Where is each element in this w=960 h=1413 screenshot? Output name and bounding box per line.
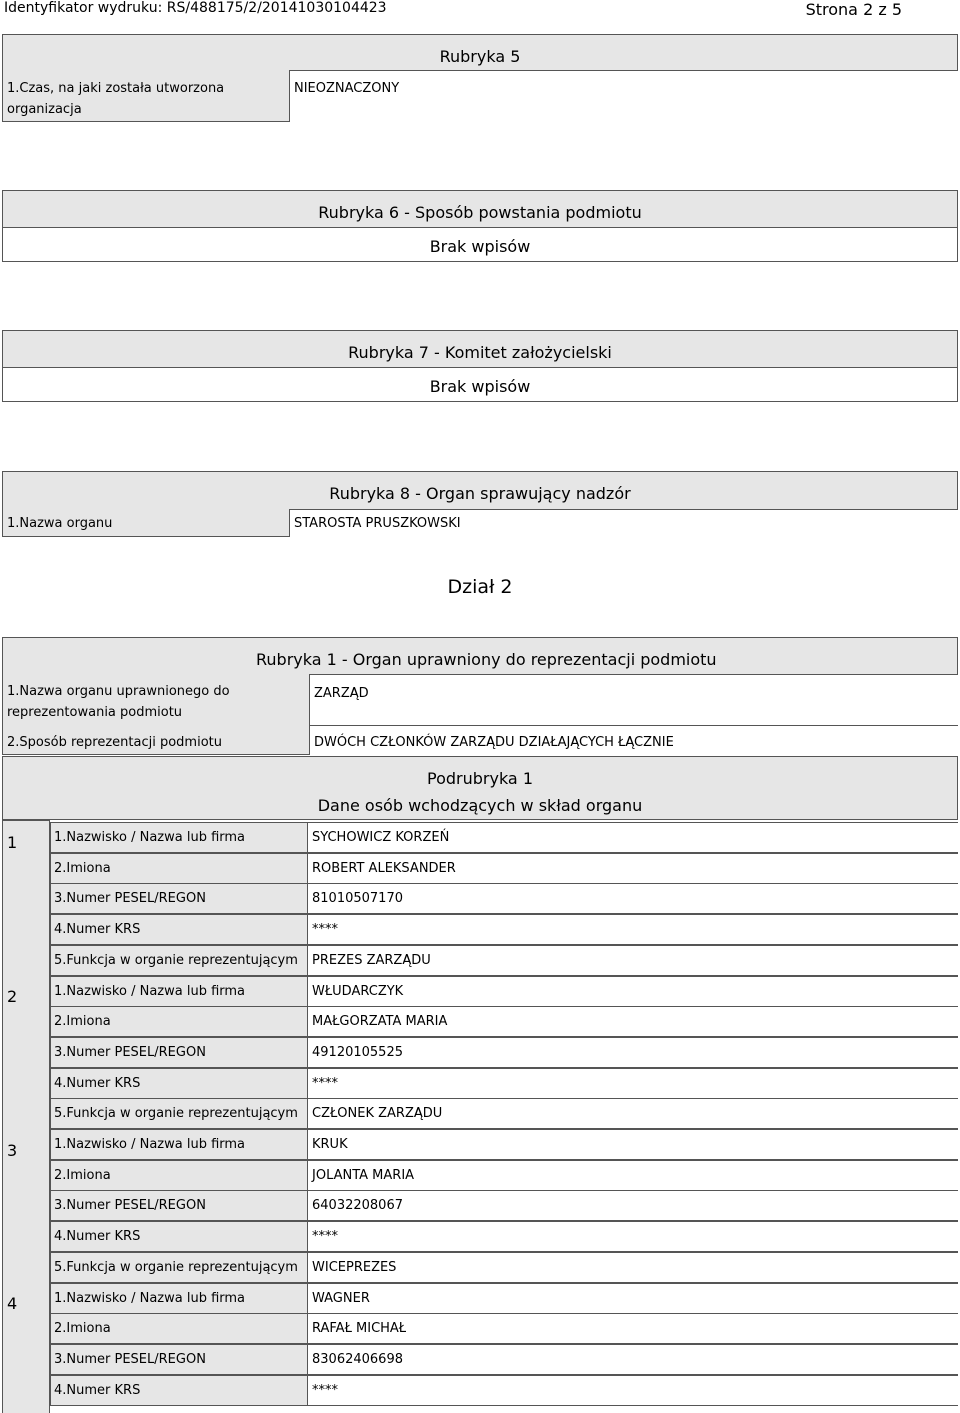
d2r1-section (2, 637, 958, 755)
field-krs-row (50, 1068, 958, 1099)
rubryka6-empty-text: Brak wpisów (429, 237, 531, 256)
field-function-label: 5.Funkcja w organie reprezentującym (54, 1106, 298, 1121)
page-number: Strona 2 z 5 (805, 0, 902, 19)
field-first-names-value: MAŁGORZATA MARIA (312, 1014, 448, 1029)
podrubryka-header (2, 756, 958, 820)
field-name-label: 1.Nazwisko / Nazwa lub firma (54, 1291, 246, 1306)
rubryka7-title: Rubryka 7 - Komitet założycielski (348, 343, 612, 362)
field-first-names-label: 2.Imiona (54, 1321, 111, 1336)
field-first-names-value-cell (307, 1007, 959, 1036)
field-name-row (50, 822, 958, 853)
person-number: 2 (7, 987, 18, 1006)
field-name-row (50, 976, 958, 1007)
field-first-names-value: ROBERT ALEKSANDER (312, 861, 456, 876)
field-name-value-cell (307, 1130, 959, 1159)
field-krs-value-cell (307, 1069, 959, 1098)
rubryka6-title: Rubryka 6 - Sposób powstania podmiotu (318, 203, 642, 222)
field-name-value: WŁUDARCZYK (312, 984, 404, 999)
rubryka8-value: STAROSTA PRUSZKOWSKI (294, 516, 461, 531)
d2r1-title: Rubryka 1 - Organ uprawniony do reprezentacji podmiotu (256, 650, 717, 669)
field-pesel-row (50, 883, 958, 914)
field-krs-value-cell (307, 915, 959, 944)
field-first-names-value: JOLANTA MARIA (312, 1168, 415, 1183)
field-pesel-label: 3.Numer PESEL/REGON (54, 891, 206, 906)
field-krs-value: **** (312, 1076, 338, 1091)
podrubryka-title: Podrubryka 1 (427, 769, 533, 788)
field-pesel-label: 3.Numer PESEL/REGON (54, 1352, 206, 1367)
field-name-row (50, 1129, 958, 1160)
rubryka8-section (2, 471, 958, 537)
field-pesel-value-cell (307, 1345, 959, 1374)
field-krs-value: **** (312, 1383, 338, 1398)
field-first-names-row (50, 853, 958, 884)
field-krs-value-cell (307, 1376, 959, 1405)
rubryka6-body (3, 227, 957, 261)
rubryka7-empty-text: Brak wpisów (429, 377, 531, 396)
rubryka6-section (2, 190, 958, 262)
field-function-row (50, 1252, 958, 1283)
rubryka7-section (2, 330, 958, 402)
field-first-names-row (50, 1160, 958, 1191)
field-pesel-row (50, 1344, 958, 1375)
d2r1-value2-cell (309, 725, 958, 755)
field-krs-label: 4.Numer KRS (54, 922, 141, 937)
field-pesel-value: 49120105525 (312, 1045, 403, 1060)
field-first-names-label: 2.Imiona (54, 861, 111, 876)
field-pesel-label: 3.Numer PESEL/REGON (54, 1198, 206, 1213)
field-function-value-cell (307, 946, 959, 975)
field-pesel-label: 3.Numer PESEL/REGON (54, 1045, 206, 1060)
d2r1-value1-cell (309, 674, 958, 725)
field-pesel-value: 81010507170 (312, 891, 403, 906)
field-name-label: 1.Nazwisko / Nazwa lub firma (54, 830, 246, 845)
field-pesel-row (50, 1037, 958, 1068)
print-identifier: Identyfikator wydruku: RS/488175/2/20141030104423 (4, 0, 387, 16)
field-name-value: SYCHOWICZ KORZEŃ (312, 830, 450, 845)
field-name-label: 1.Nazwisko / Nazwa lub firma (54, 1137, 246, 1152)
field-krs-row (50, 1221, 958, 1252)
field-function-value: CZŁONEK ZARZĄDU (312, 1106, 443, 1121)
field-first-names-value-cell (307, 1314, 959, 1343)
field-pesel-value: 64032208067 (312, 1198, 403, 1213)
podrubryka-subtitle: Dane osób wchodzących w skład organu (317, 796, 643, 815)
field-function-value-cell (307, 1253, 959, 1282)
field-function-value: PREZES ZARZĄDU (312, 953, 431, 968)
field-pesel-value-cell (307, 1191, 959, 1220)
field-krs-label: 4.Numer KRS (54, 1229, 141, 1244)
d2r1-value1: ZARZĄD (314, 686, 369, 701)
rubryka5-section (2, 34, 958, 122)
field-name-label: 1.Nazwisko / Nazwa lub firma (54, 984, 246, 999)
d2r1-value2: DWÓCH CZŁONKÓW ZARZĄDU DZIAŁAJĄCYCH ŁĄCZNIE (314, 735, 674, 750)
field-krs-value: **** (312, 1229, 338, 1244)
rubryka5-title: Rubryka 5 (439, 47, 521, 66)
field-pesel-value-cell (307, 884, 959, 913)
field-pesel-row (50, 1190, 958, 1221)
dzial-title: Dział 2 (447, 576, 513, 598)
rubryka5-value-cell (289, 70, 958, 122)
field-name-value-cell (307, 977, 959, 1006)
field-first-names-value-cell (307, 1161, 959, 1190)
field-pesel-value: 83062406698 (312, 1352, 403, 1367)
d2r1-label1: 1.Nazwa organu uprawnionego do reprezentowania podmiotu (7, 684, 230, 720)
field-name-value: KRUK (312, 1137, 348, 1152)
rubryka8-title: Rubryka 8 - Organ sprawujący nadzór (329, 484, 631, 503)
field-krs-row (50, 1375, 958, 1406)
field-krs-value: **** (312, 922, 338, 937)
field-first-names-row (50, 1313, 958, 1344)
rubryka8-value-cell (289, 509, 958, 537)
rubryka7-body (3, 367, 957, 401)
field-pesel-value-cell (307, 1038, 959, 1067)
field-function-row (50, 1098, 958, 1129)
field-krs-label: 4.Numer KRS (54, 1076, 141, 1091)
person-number: 3 (7, 1141, 18, 1160)
field-first-names-label: 2.Imiona (54, 1168, 111, 1183)
person-number: 4 (7, 1294, 18, 1313)
field-name-value: WAGNER (312, 1291, 370, 1306)
field-first-names-label: 2.Imiona (54, 1014, 111, 1029)
field-function-value: WICEPREZES (312, 1260, 397, 1275)
field-krs-label: 4.Numer KRS (54, 1383, 141, 1398)
rubryka8-label: 1.Nazwa organu (7, 516, 113, 531)
d2r1-label2: 2.Sposób reprezentacji podmiotu (7, 735, 222, 750)
field-function-label: 5.Funkcja w organie reprezentującym (54, 1260, 298, 1275)
person-number: 1 (7, 833, 18, 852)
field-function-value-cell (307, 1099, 959, 1128)
field-function-row (50, 945, 958, 976)
field-name-value-cell (307, 823, 959, 852)
field-first-names-value: RAFAŁ MICHAŁ (312, 1321, 407, 1336)
rubryka5-value: NIEOZNACZONY (294, 81, 400, 96)
field-krs-row (50, 914, 958, 945)
field-first-names-row (50, 1006, 958, 1037)
field-name-row (50, 1283, 958, 1314)
field-name-value-cell (307, 1284, 959, 1313)
field-first-names-value-cell (307, 854, 959, 883)
person-index-column (2, 820, 50, 1413)
rubryka5-label: 1.Czas, na jaki została utworzona organizacja (7, 81, 225, 117)
field-function-label: 5.Funkcja w organie reprezentującym (54, 953, 298, 968)
field-krs-value-cell (307, 1222, 959, 1251)
